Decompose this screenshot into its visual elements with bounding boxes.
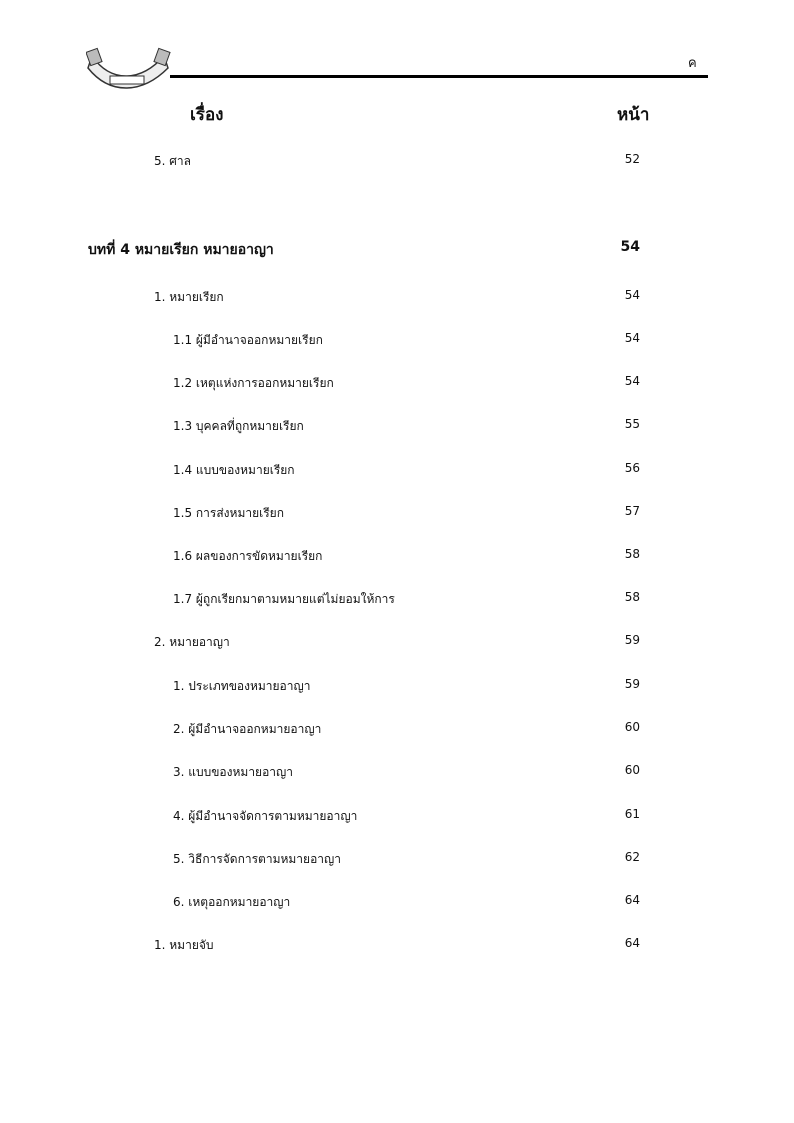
toc-entry-title: 3. แบบของหมายอาญา [173, 765, 293, 779]
toc-entry-page: 64 [624, 893, 640, 907]
toc-entry-page: 54 [620, 239, 640, 255]
toc-entry [0, 893, 794, 913]
toc-entry [0, 936, 794, 956]
toc-entry-title: 1. หมายเรียก [154, 290, 224, 304]
toc-entry-page: 61 [624, 807, 640, 821]
toc-entry [0, 288, 794, 308]
toc-entry [0, 633, 794, 653]
toc-entry-page: 58 [624, 547, 640, 561]
scroll-logo [86, 46, 172, 92]
toc-entry-title: 1.7 ผู้ถูกเรียกมาตามหมายแต่ไม่ยอมให้การ [173, 592, 395, 606]
toc-entry [0, 850, 794, 870]
toc-entry [0, 239, 794, 259]
toc-entry-title: 1.5 การส่งหมายเรียก [173, 506, 284, 520]
toc-entry-title: 1.4 แบบของหมายเรียก [173, 463, 295, 477]
header-rule [170, 75, 708, 78]
toc-entry-title: 5. ศาล [154, 154, 191, 168]
toc-entry-page: 54 [624, 288, 640, 302]
toc-entry [0, 677, 794, 697]
toc-entry-title: 1.6 ผลของการขัดหมายเรียก [173, 549, 323, 563]
toc-entry-title: 2. ผู้มีอำนาจออกหมายอาญา [173, 722, 322, 736]
column-title-topic: เรื่อง [190, 105, 224, 125]
toc-entry-title: 1.1 ผู้มีอำนาจออกหมายเรียก [173, 333, 323, 347]
toc-entry-page: 62 [624, 850, 640, 864]
page-letter: ค [688, 56, 697, 71]
toc-entry [0, 807, 794, 827]
toc-entry-page: 54 [624, 331, 640, 345]
column-title-page: หน้า [617, 105, 650, 125]
toc-entry-page: 64 [624, 936, 640, 950]
toc-entry-page: 57 [624, 504, 640, 518]
toc-entry-page: 60 [624, 763, 640, 777]
toc-entry-page: 59 [624, 633, 640, 647]
toc-entry-title: 4. ผู้มีอำนาจจัดการตามหมายอาญา [173, 809, 358, 823]
toc-entry [0, 152, 794, 172]
toc-entry [0, 763, 794, 783]
toc-entry-page: 58 [624, 590, 640, 604]
toc-entry [0, 547, 794, 567]
toc-entry-page: 56 [624, 461, 640, 475]
toc-entry [0, 331, 794, 351]
toc-entry [0, 504, 794, 524]
toc-entry-page: 59 [624, 677, 640, 691]
toc-entry-title: 1. หมายจับ [154, 938, 214, 952]
toc-entry-page: 54 [624, 374, 640, 388]
toc-entry-page: 60 [624, 720, 640, 734]
toc-entry [0, 590, 794, 610]
toc-entry-title: 1.2 เหตุแห่งการออกหมายเรียก [173, 376, 334, 390]
toc-entry [0, 720, 794, 740]
toc-entry [0, 461, 794, 481]
toc-entry-title: 1. ประเภทของหมายอาญา [173, 679, 311, 693]
toc-entry-page: 52 [624, 152, 640, 166]
toc-entry-title: 2. หมายอาญา [154, 635, 230, 649]
toc-entry [0, 417, 794, 437]
toc-entry-title: บทที่ 4 หมายเรียก หมายอาญา [88, 242, 274, 258]
toc-entry-title: 5. วิธีการจัดการตามหมายอาญา [173, 852, 341, 866]
toc-entry-title: 1.3 บุคคลที่ถูกหมายเรียก [173, 419, 304, 433]
toc-entry-page: 55 [624, 417, 640, 431]
toc-entry [0, 374, 794, 394]
toc-entry-title: 6. เหตุออกหมายอาญา [173, 895, 291, 909]
